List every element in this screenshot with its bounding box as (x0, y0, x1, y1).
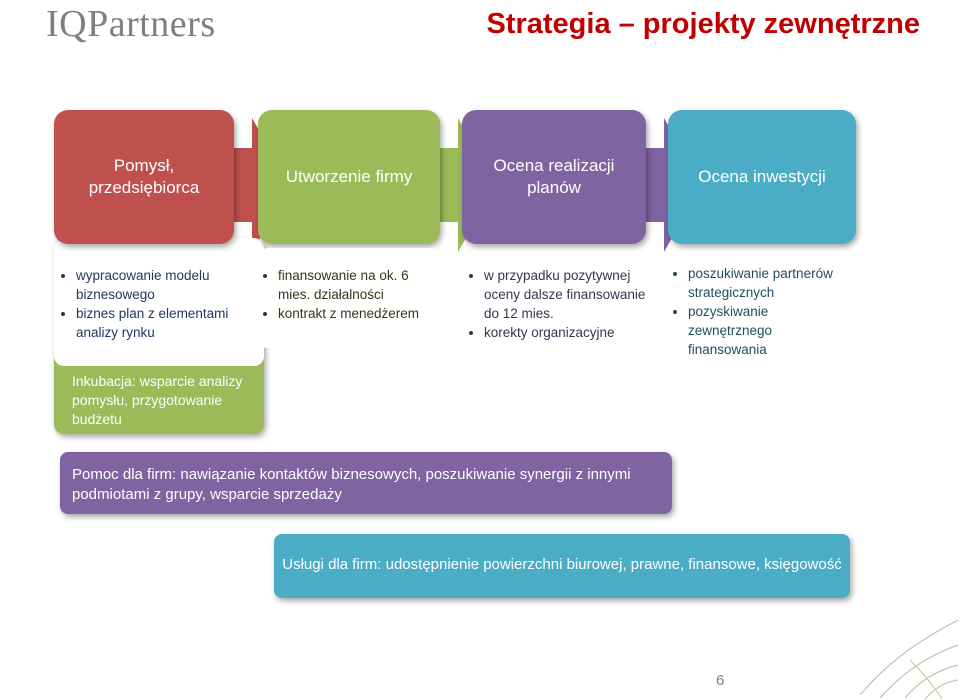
bullets-company (262, 266, 438, 323)
bullet-item: • biznes plan z elementami analizy rynku (76, 304, 240, 342)
bullet-item: • wypracowanie modelu biznesowego (76, 266, 240, 304)
bullet-item: • kontrakt z menedżerem (278, 304, 438, 323)
stage-company (258, 110, 440, 244)
company-logo: IQPartners (46, 3, 216, 45)
incubation-text: Inkubacja: wsparcie analizy pomysłu, przygotowanie budżetu (72, 373, 243, 427)
stage-label: Ocena inwestycji (698, 167, 826, 186)
decorative-swirl-icon (850, 600, 960, 700)
stage-idea (54, 110, 234, 244)
bullets-plans (468, 266, 648, 342)
page-number: 6 (716, 672, 725, 689)
bullets-investment (672, 264, 854, 359)
page-title: Strategia – projekty zewnętrzne (486, 8, 920, 40)
services-text: Usługi dla firm: udostępnienie powierzchni biurowej, prawne, finansowe, księgowość (282, 556, 842, 573)
support-text: Pomoc dla firm: nawiązanie kontaktów biznesowych, poszukiwanie synergii z innymi podmiotami z grupy, wsparcie sprzedaży (72, 466, 631, 503)
bullet-item: • w przypadku pozytywnej oceny dalsze finansowanie do 12 mies. (484, 266, 648, 323)
stage-label: Ocena realizacji planów (493, 156, 615, 197)
stage-investment (668, 110, 856, 244)
stage-plans (462, 110, 646, 244)
bullets-idea (60, 266, 240, 342)
bullet-item: • poszukiwanie partnerów strategicznych (688, 264, 854, 302)
support-bar (60, 452, 672, 514)
bullet-item: • finansowanie na ok. 6 mies. działalności (278, 266, 438, 304)
bullet-item: • pozyskiwanie zewnętrznego finansowania (688, 302, 854, 359)
bullet-item: • korekty organizacyjne (484, 323, 648, 342)
stage-label: Utworzenie firmy (285, 167, 413, 186)
stage-label: Pomysł, przedsiębiorca (88, 156, 200, 197)
services-bar (274, 534, 850, 598)
